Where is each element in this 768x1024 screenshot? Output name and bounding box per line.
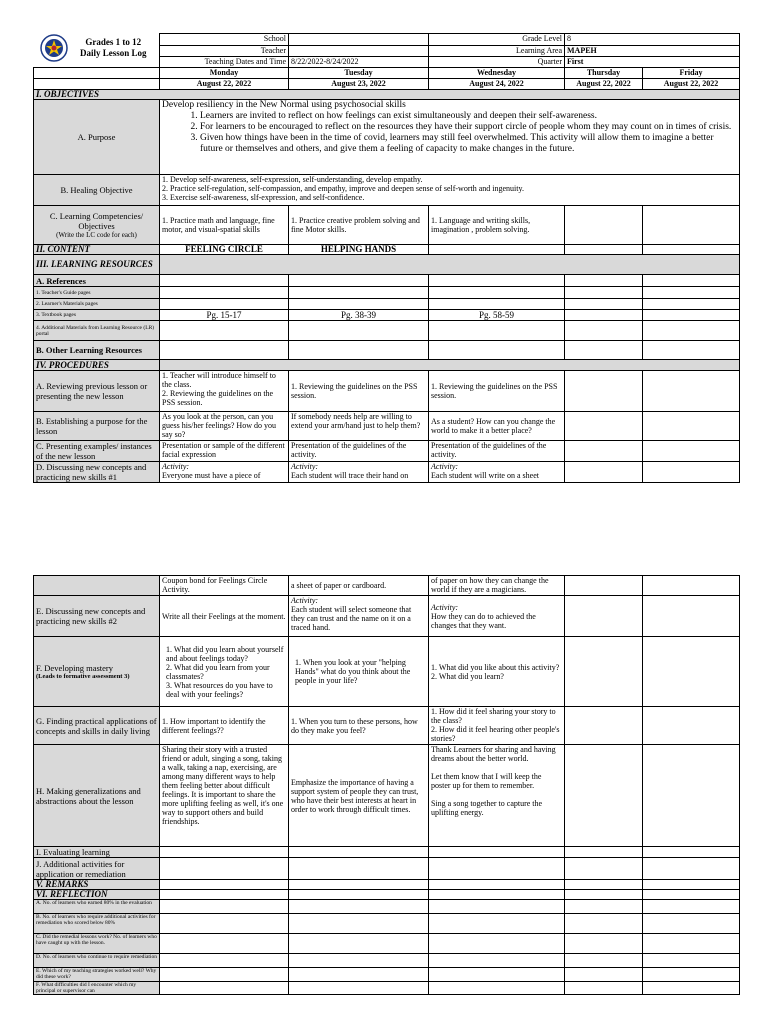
proc-e-wednesday: Activity: How they can do to achieved the changes that they want. (429, 596, 565, 637)
date-tuesday: August 23, 2022 (289, 79, 429, 90)
date-thursday: August 22, 2022 (565, 79, 643, 90)
deped-seal-icon (40, 34, 68, 62)
references-label: A. References (34, 275, 160, 287)
grade-level-label: Grade Level (429, 34, 565, 46)
procedures-heading: IV. PROCEDURES (34, 360, 160, 371)
content-wednesday (429, 245, 565, 255)
proc-a-monday: 1. Teacher will introduce himself to the class. 2. Reviewing the guidelines on the PSS session. (160, 371, 289, 412)
reflection-item-a: A. No. of learners who earned 80% in the evaluation (34, 900, 160, 914)
day-friday: Friday (643, 68, 740, 79)
objectives-heading: I. OBJECTIVES (34, 90, 740, 100)
proc-a-tuesday: 1. Reviewing the guidelines on the PSS session. (289, 371, 429, 412)
proc-g-tuesday: 1. When you turn to these persons, how do they make you feel? (289, 707, 429, 745)
healing-line: 1. Develop self-awareness, self-expression, self-understanding, develop empathy. (162, 175, 423, 184)
purpose-content (160, 100, 740, 175)
proc-d-tuesday: Activity: Each student will trace their hand on (289, 462, 429, 483)
proc-f-label: F. Developing mastery (Leads to formative assessment 3) (34, 637, 160, 707)
proc-d-label: D. Discussing new concepts and practicing new skills #1 (34, 462, 160, 483)
healing-objective-content (160, 175, 740, 206)
proc-c-label: C. Presenting examples/ instances of the new lesson (34, 441, 160, 462)
proc-d-wednesday-cont: of paper on how they can change the world if they are a magicians. (429, 576, 565, 596)
other-resources-label: B. Other Learning Resources (34, 341, 160, 360)
content-monday: FEELING CIRCLE (160, 245, 289, 255)
dll-title-grades: Grades 1 to 12 (85, 36, 142, 47)
proc-d-monday: Activity: Everyone must have a piece of (160, 462, 289, 483)
proc-e-label: E. Discussing new concepts and practicing new skills #2 (34, 596, 160, 637)
reflection-item-c: C. Did the remedial lessons work? No. of learners who have caught up with the lesson. (34, 934, 160, 954)
day-tuesday: Tuesday (289, 68, 429, 79)
remarks-heading: V. REMARKS (34, 880, 160, 890)
day-thursday: Thursday (565, 68, 643, 79)
grade-level-value[interactable]: 8 (565, 34, 740, 46)
date-friday: August 22, 2022 (643, 79, 740, 90)
dll-table-page1 (33, 33, 740, 483)
proc-e-monday: Write all their Feelings at the moment. (160, 596, 289, 637)
date-monday: August 22, 2022 (160, 79, 289, 90)
proc-b-monday: As you look at the person, can you guess his/her feelings? How do you say so? (160, 412, 289, 441)
purpose-item: 2. For learners to be encouraged to reflect on the resources they have their support circle of people whom they may count on in times of crisis. (200, 122, 737, 133)
school-value[interactable] (289, 34, 429, 46)
competency-tuesday: 1. Practice creative problem solving and fine Motor skills. (289, 206, 429, 245)
quarter-label: Quarter (429, 57, 565, 68)
proc-f-monday: 1. What did you learn about yourself and about feelings today? 2. What did you learn from your classmates? 3. What resources do you have to deal with your feelings? (160, 637, 289, 707)
dll-table-page2 (33, 575, 740, 995)
proc-g-monday: 1. How important to identify the different feelings?? (160, 707, 289, 745)
purpose-item: 3. Given how things have been in the time of covid, learners may still feel overwhelmed. This activity will allow them to imagine a better future or themselves and others, and give them a feeling of capacity to make changes in the future. (200, 133, 737, 155)
healing-line: 3. Exercise self-awareness, slf-expression, and self-confidence. (162, 193, 365, 202)
proc-i-label: I. Evaluating learning (34, 847, 160, 858)
proc-a-wednesday: 1. Reviewing the guidelines on the PSS session. (429, 371, 565, 412)
textbook-wednesday: Pg. 58-59 (429, 310, 565, 321)
reflection-item-f: F. What difficulties did I encounter which my principal or supervisor can (34, 982, 160, 995)
day-wednesday: Wednesday (429, 68, 565, 79)
teaching-dates-value[interactable]: 8/22/2022-8/24/2022 (289, 57, 429, 68)
proc-h-monday: Sharing their story with a trusted friend or adult, singing a song, taking a walk, taking a nap, exercising, are among many different ways to help them feeling better about difficult feelings. It is important to share the more uplifting feeling as well, it's one way to support others and build friendships. (160, 745, 289, 847)
content-heading: II. CONTENT (34, 245, 160, 255)
reflection-item-d: D. No. of learners who continue to require remediation (34, 954, 160, 968)
proc-f-tuesday: 1. When you look at your "helping Hands" what do you think about the people in your life? (289, 637, 429, 707)
competency-monday: 1. Practice math and language, fine motor, and visual-spatial skills (160, 206, 289, 245)
purpose-lead: Develop resiliency in the New Normal using psychosocial skills (162, 100, 406, 110)
resources-heading: III. LEARNING RESOURCES (34, 255, 160, 275)
reflection-item-b: B. No. of learners who require additional activities for remediation who scored below 80% (34, 914, 160, 934)
school-label: School (160, 34, 289, 46)
proc-g-wednesday: 1. How did it feel sharing your story to the class? 2. How did it feel hearing other people's stories? (429, 707, 565, 745)
proc-g-label: G. Finding practical applications of concepts and skills in daily living (34, 707, 160, 745)
content-tuesday: HELPING HANDS (289, 245, 429, 255)
learning-area-value[interactable]: MAPEH (565, 46, 740, 57)
proc-d-tuesday-cont: a sheet of paper or cardboard. (289, 576, 429, 596)
proc-c-tuesday: Presentation of the guidelines of the activity. (289, 441, 429, 462)
date-wednesday: August 24, 2022 (429, 79, 565, 90)
proc-b-label: B. Establishing a purpose for the lesson (34, 412, 160, 441)
proc-d-monday-cont: Coupon bond for Feelings Circle Activity. (160, 576, 289, 596)
proc-b-tuesday: If somebody needs help are willing to extend your arm/hand just to help them? (289, 412, 429, 441)
healing-line: 2. Practice self-regulation, self-compassion, and empathy, improve and deepen sense of self-worth and ingenuity. (162, 184, 524, 193)
proc-b-wednesday: As a student? How can you change the world to make it a better place? (429, 412, 565, 441)
proc-f-wednesday: 1. What did you like about this activity? 2. What did you learn? (429, 637, 565, 707)
healing-objective-label: B. Healing Objective (34, 175, 160, 206)
proc-c-wednesday: Presentation of the guidelines of the activity. (429, 441, 565, 462)
proc-j-label: J. Additional activities for application or remediation (34, 858, 160, 880)
quarter-value[interactable]: First (565, 57, 740, 68)
teachers-guide-label: 1. Teacher's Guide pages (34, 287, 160, 299)
competency-wednesday: 1. Language and writing skills, imagination , problem solving. (429, 206, 565, 245)
reflection-heading: VI. REFLECTION (34, 890, 160, 900)
proc-h-label: H. Making generalizations and abstractions about the lesson (34, 745, 160, 847)
textbook-tuesday: Pg. 38-39 (289, 310, 429, 321)
lr-portal-label: 4. Additional Materials from Learning Resource (LR) portal (34, 321, 160, 341)
textbook-monday: Pg. 15-17 (160, 310, 289, 321)
teacher-label: Teacher (160, 46, 289, 57)
dll-title-log: Daily Lesson Log (79, 47, 147, 58)
day-monday: Monday (160, 68, 289, 79)
teacher-value[interactable] (289, 46, 429, 57)
learners-materials-label: 2. Learner's Materials pages (34, 299, 160, 310)
proc-h-wednesday: Thank Learners for sharing and having dreams about the better world. Let them know that I will keep the poster up for them to remember. Sing a song together to capture the uplifting energy. (429, 745, 565, 847)
competencies-label: C. Learning Competencies/ Objectives (Write the LC code for each) (34, 206, 160, 245)
purpose-item: 1. Learners are invited to reflect on how feelings can exist simultaneously and deepen their self-awareness. (200, 111, 737, 122)
textbook-label: 3. Textbook pages (34, 310, 160, 321)
learning-area-label: Learning Area (429, 46, 565, 57)
proc-c-monday: Presentation or sample of the different facial expression (160, 441, 289, 462)
reflection-item-e: E. Which of my teaching strategies worked well? Why did these work? (34, 968, 160, 982)
teaching-dates-label: Teaching Dates and Time (160, 57, 289, 68)
proc-e-tuesday: Activity: Each student will select someone that they can trust and the name on it on a traced hand. (289, 596, 429, 637)
proc-a-label: A. Reviewing previous lesson or presenting the new lesson (34, 371, 160, 412)
proc-d-wednesday: Activity: Each student will write on a sheet (429, 462, 565, 483)
logo-title-cell (34, 34, 160, 68)
purpose-label: A. Purpose (34, 100, 160, 175)
proc-h-tuesday: Emphasize the importance of having a support system of people they can trust, who have their best interests at heart in order to work through difficult times. (289, 745, 429, 847)
